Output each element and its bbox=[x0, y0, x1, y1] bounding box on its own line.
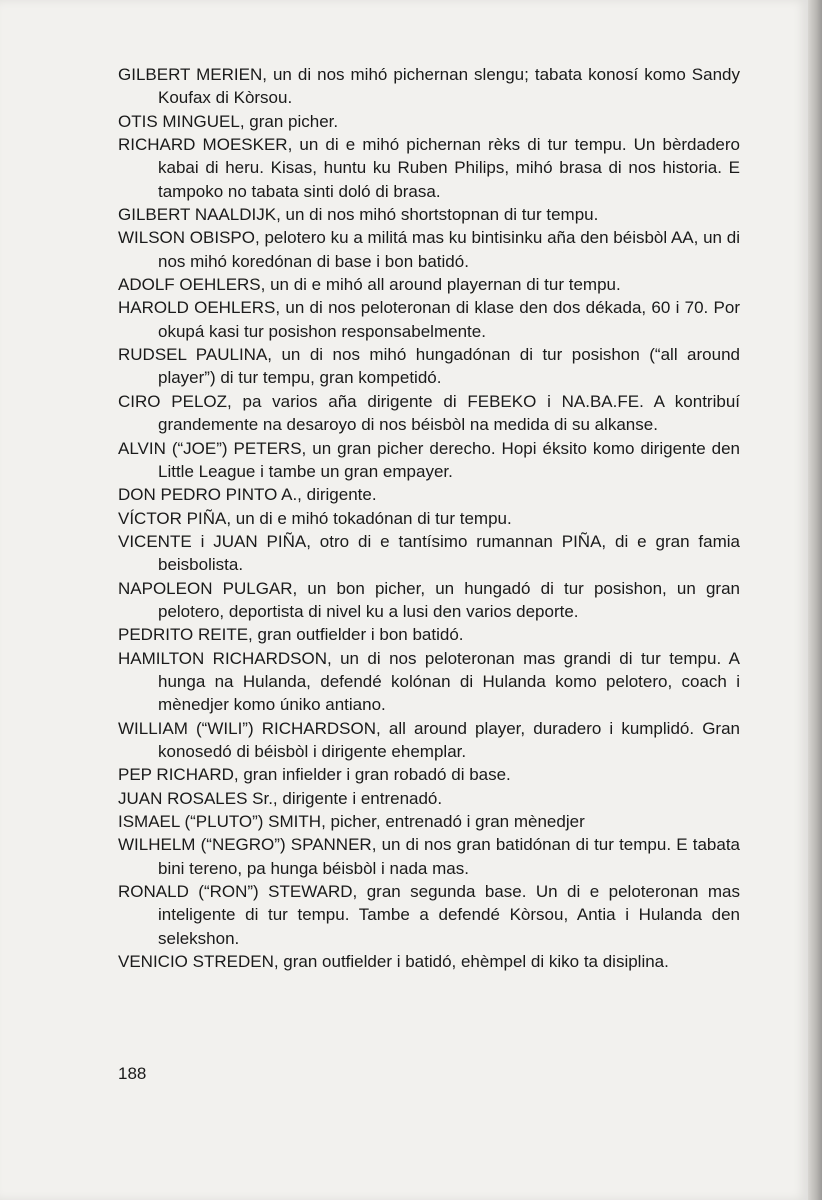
entry: VICENTE i JUAN PIÑA, otro di e tantísimo rumannan PIÑA, di e gran famia beisbolista. bbox=[118, 531, 740, 575]
entry: HAROLD OEHLERS, un di nos peloteronan di klase den dos dékada, 60 i 70. Por okupá kasi tur posishon responsabelmente. bbox=[118, 298, 740, 341]
entry: PEDRITO REITE, gran outfielder i bon batidó. bbox=[118, 625, 464, 645]
entry: GILBERT MERIEN, un di nos mihó pichernan slengu; tabata konosí komo Sandy Koufax di Kòrsou. bbox=[118, 65, 740, 108]
entry: VÍCTOR PIÑA, un di e mihó tokadónan di tur tempu. bbox=[118, 508, 512, 528]
entry: RICHARD MOESKER, un di e mihó pichernan rèks di tur tempu. Un bèrdadero kabai di heru. Kisas, huntu ku Ruben Philips, mihó brasa di nos historia. E tampoko no tabata sinti doló di brasa. bbox=[118, 135, 740, 201]
entry: RONALD (“RON”) STEWARD, gran segunda base. Un di e peloteronan mas inteligente di tur tempu. Tambe a defendé Kòrsou, Antia i Hulanda den selekshon. bbox=[118, 882, 740, 948]
entry: JUAN ROSALES Sr., dirigente i entrenadó. bbox=[118, 788, 443, 808]
entry: WILSON OBISPO, pelotero ku a militá mas ku bintisinku aña den béisbòl AA, un di nos mihó koredónan di base i bon batidó. bbox=[118, 228, 740, 271]
entry: NAPOLEON PULGAR, un bon picher, un hungadó di tur posishon, un gran pelotero, deportista di nivel ku a lusi den varios deporte. bbox=[118, 578, 740, 621]
entry: OTIS MINGUEL, gran picher. bbox=[118, 111, 339, 131]
entry: VENICIO STREDEN, gran outfielder i batidó, ehèmpel di kiko ta disiplina. bbox=[118, 952, 669, 972]
entry: CIRO PELOZ, pa varios aña dirigente di FEBEKO i NA.BA.FE. A kontribuí grandemente na desaroyo di nos béisbòl na medida di su alkanse. bbox=[118, 391, 740, 435]
entry: WILLIAM (“WILI”) RICHARDSON, all around player, duradero i kumplidó. Gran konosedó di béisbòl i dirigente ehemplar. bbox=[118, 718, 740, 761]
page-edge bbox=[808, 0, 822, 1200]
entry: WILHELM (“NEGRO”) SPANNER, un di nos gran batidónan di tur tempu. E tabata bini tereno, pa hunga béisbòl i nada mas. bbox=[118, 835, 740, 878]
entry: RUDSEL PAULINA, un di nos mihó hungadónan di tur posishon (“all around player”) di tur tempu, gran kompetidó. bbox=[118, 345, 740, 388]
entry: ISMAEL (“PLUTO”) SMITH, picher, entrenadó i gran mènedjer bbox=[118, 812, 585, 831]
entry: DON PEDRO PINTO A., dirigente. bbox=[118, 485, 377, 505]
entry: GILBERT NAALDIJK, un di nos mihó shortstopnan di tur tempu. bbox=[118, 205, 599, 225]
entry: HAMILTON RICHARDSON, un di nos peloteronan mas grandi di tur tempu. A hunga na Hulanda, defendé kolónan di Hulanda komo pelotero, coach i mènedjer komo úniko antiano. bbox=[118, 648, 740, 715]
page-number: 188 bbox=[118, 1064, 147, 1083]
entry: PEP RICHARD, gran infielder i gran robadó di base. bbox=[118, 765, 511, 785]
entry: ADOLF OEHLERS, un di e mihó all around playernan di tur tempu. bbox=[118, 275, 621, 295]
text-body bbox=[118, 63, 740, 973]
entry: ALVIN (“JOE”) PETERS, un gran picher derecho. Hopi éksito komo dirigente den Little League i tambe un gran empayer. bbox=[118, 438, 740, 481]
